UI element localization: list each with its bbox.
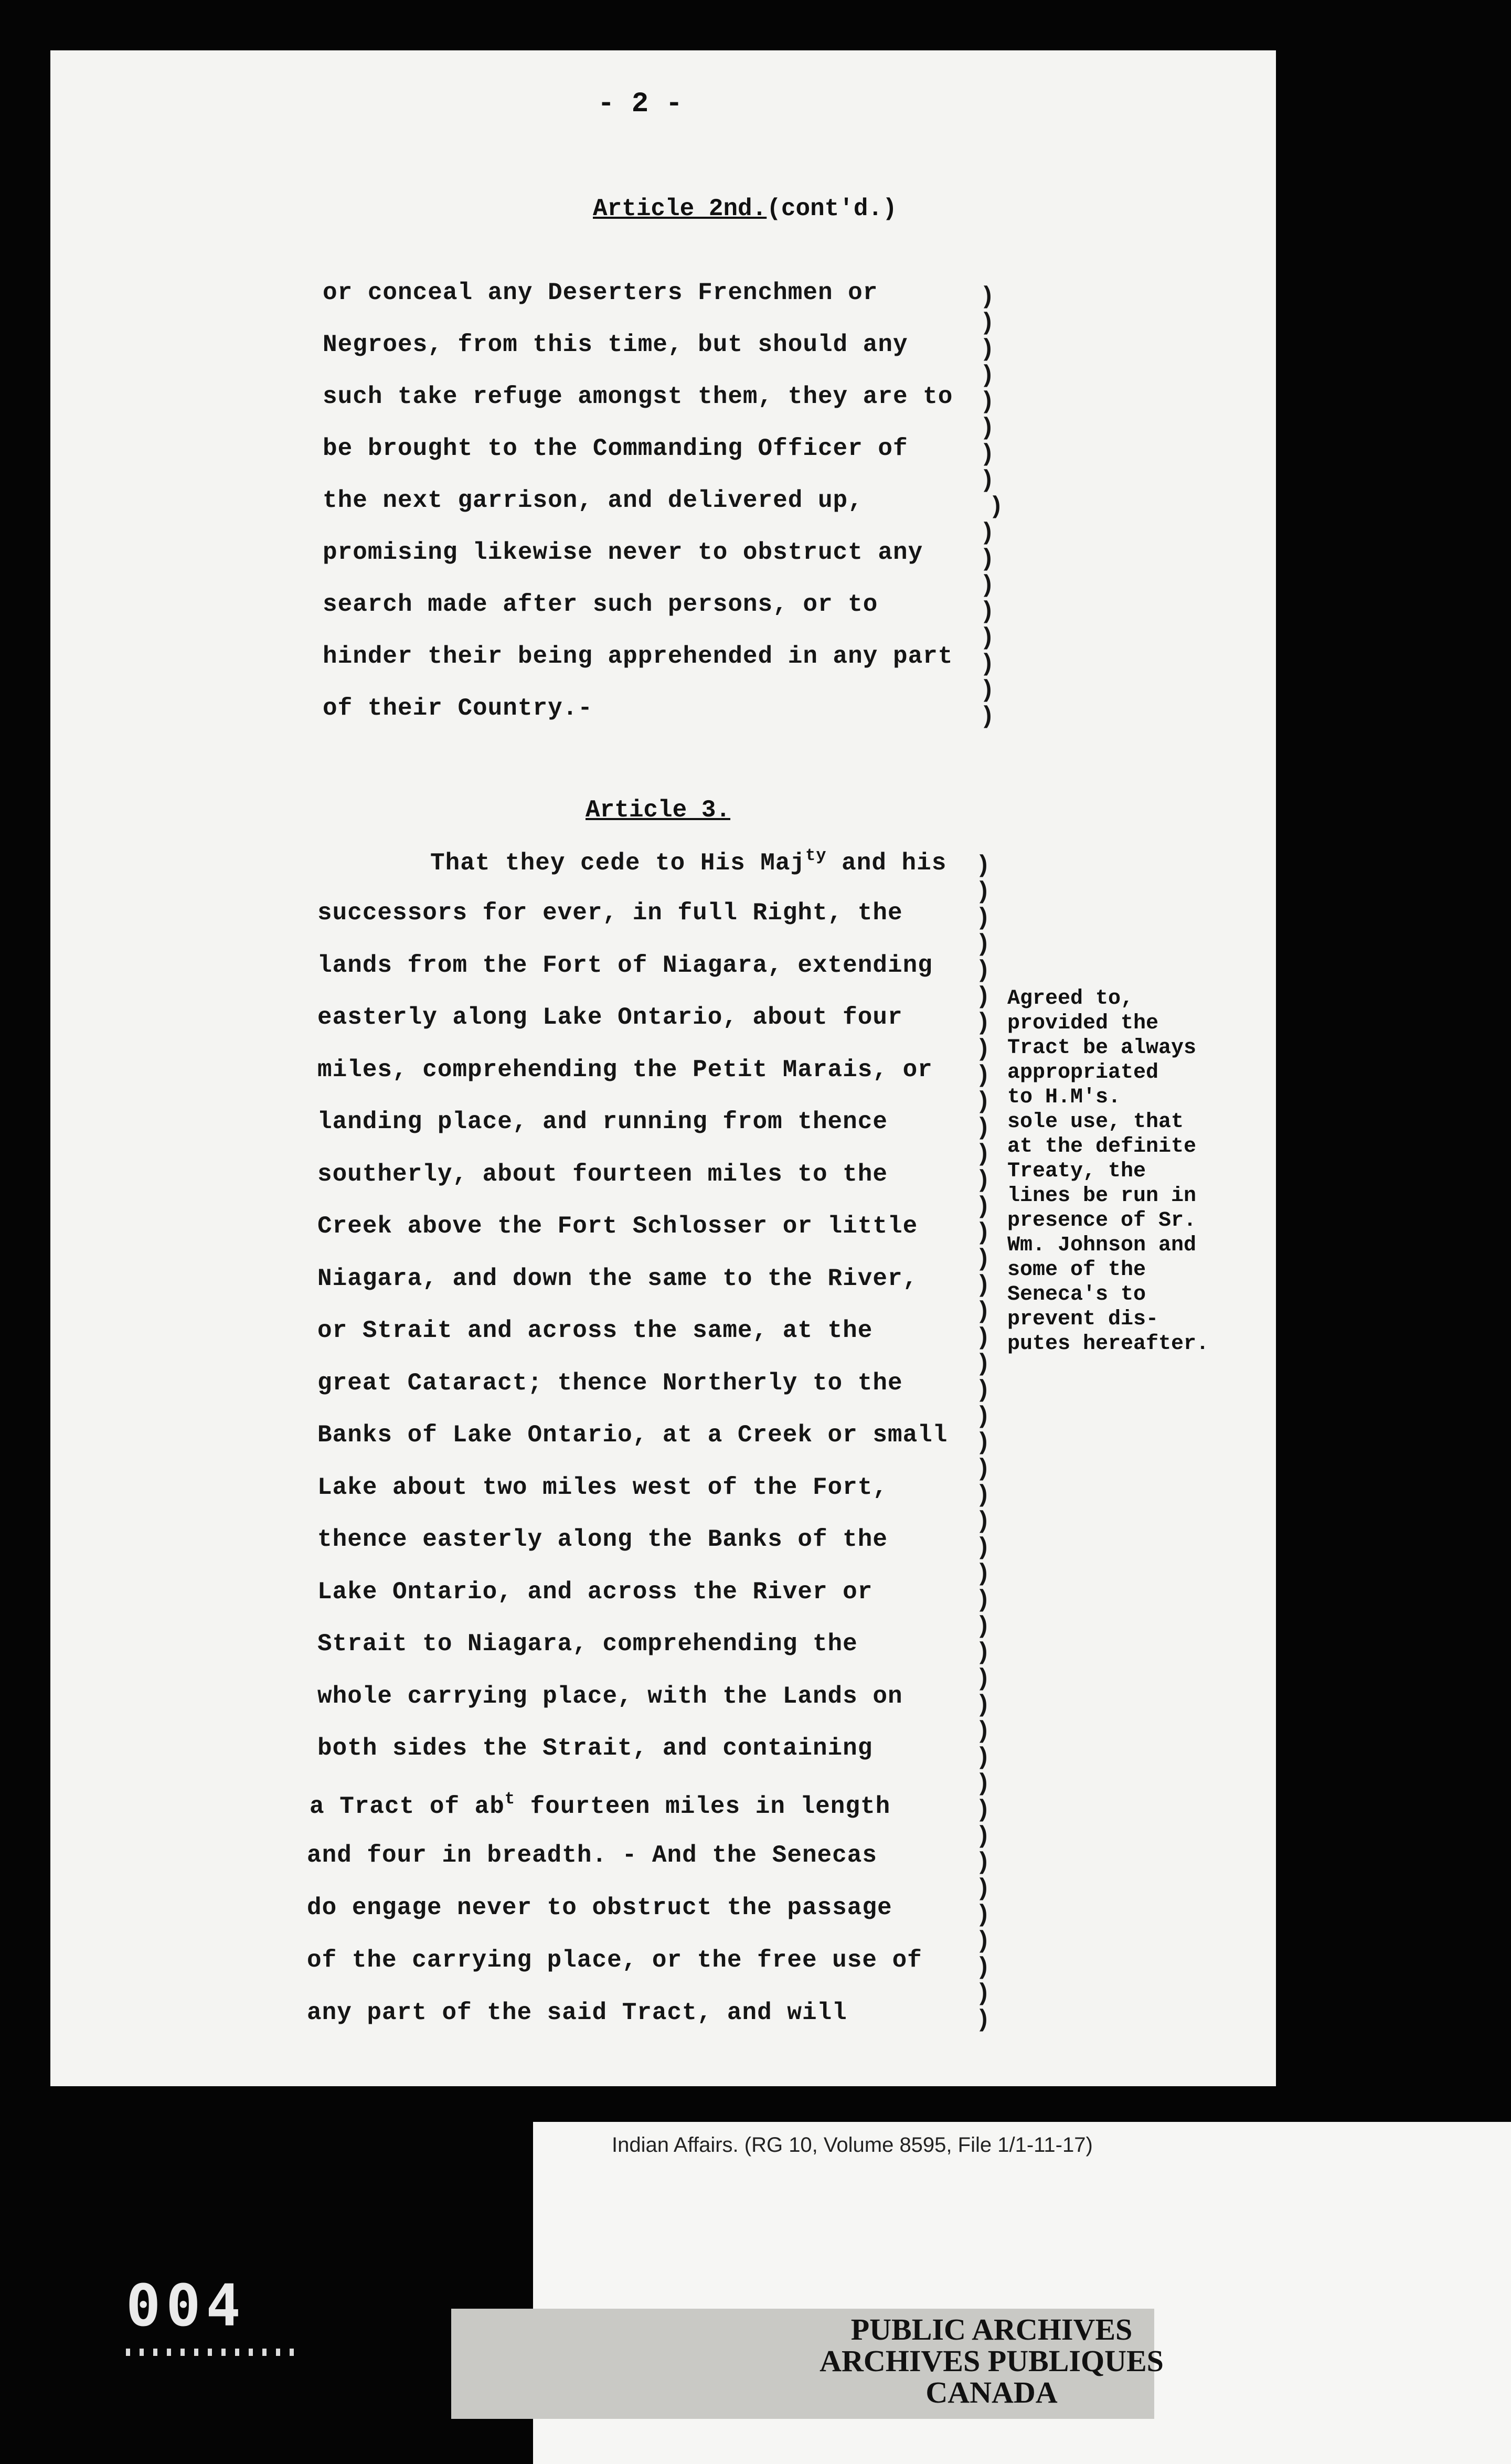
- margin-note-line: some of the: [1007, 1258, 1146, 1282]
- bracket-mark: ): [976, 1456, 991, 1483]
- bracket-mark: ): [976, 1429, 991, 1457]
- margin-note-line: Tract be always: [1007, 1036, 1197, 1060]
- article-3-tract-line: [310, 1789, 890, 1820]
- article-2-heading-title: Article 2nd.: [593, 195, 767, 222]
- article-2-line: Negroes, from this time, but should any: [323, 331, 908, 358]
- article-3-line: easterly along Lake Ontario, about four: [317, 1004, 903, 1031]
- article-3-first-line: [430, 846, 946, 877]
- article-2-line: promising likewise never to obstruct any: [323, 539, 923, 566]
- archive-citation: Indian Affairs. (RG 10, Volume 8595, File 1/1-11-17): [612, 2133, 1093, 2157]
- article-2-line: the next garrison, and delivered up,: [323, 487, 863, 514]
- bracket-mark: ): [976, 1298, 991, 1325]
- bracket-mark: ): [980, 388, 995, 416]
- bracket-mark: ): [980, 415, 995, 442]
- bracket-mark: ): [976, 878, 991, 906]
- bracket-mark: ): [976, 1902, 991, 1929]
- article-3-line: Strait to Niagara, comprehending the: [317, 1630, 858, 1658]
- bracket-mark: ): [976, 1324, 991, 1352]
- bracket-mark: ): [976, 1744, 991, 1771]
- article-2-heading-suffix: (cont'd.): [767, 195, 897, 222]
- article-3-line: great Cataract; thence Northerly to the: [317, 1369, 903, 1397]
- bracket-mark: ): [980, 441, 995, 468]
- margin-note-line: Seneca's to: [1007, 1283, 1146, 1307]
- bracket-mark: ): [976, 1665, 991, 1693]
- article-3-tract-line-end: fourteen miles in length: [515, 1793, 891, 1820]
- archives-stamp: [756, 2314, 1228, 2408]
- article-3-tract-line-superscript: t: [504, 1789, 516, 1809]
- article-3-line: Niagara, and down the same to the River,: [317, 1265, 918, 1292]
- margin-note: [1007, 986, 1259, 1356]
- article-3-line: both sides the Strait, and containing: [317, 1735, 873, 1762]
- margin-note-line: to H.M's.: [1007, 1086, 1121, 1109]
- bracket-mark: ): [976, 1482, 991, 1509]
- article-3-line: Creek above the Fort Schlosser or little: [317, 1213, 918, 1240]
- bracket-mark: ): [976, 1718, 991, 1745]
- article-2-line: hinder their being apprehended in any part: [323, 643, 953, 670]
- article-2-line: search made after such persons, or to: [323, 591, 878, 618]
- margin-note-line: provided the: [1007, 1012, 1159, 1035]
- bracket-mark: ): [980, 651, 995, 678]
- article-3-line: lands from the Fort of Niagara, extending: [317, 951, 933, 979]
- article-2-line: such take refuge amongst them, they are to: [323, 383, 953, 410]
- bracket-mark: ): [976, 852, 991, 879]
- margin-note-line: sole use, that: [1007, 1110, 1184, 1134]
- bracket-mark: ): [976, 1403, 991, 1430]
- bracket-mark: ): [976, 2006, 991, 2034]
- bracket-mark: ): [980, 624, 995, 652]
- bracket-mark: ): [976, 1639, 991, 1666]
- bracket-mark: ): [980, 310, 995, 337]
- bracket-mark: ): [976, 1167, 991, 1194]
- article-3-first-line-end: and his: [826, 849, 947, 877]
- bracket-mark: ): [976, 1980, 991, 2008]
- bracket-mark: ): [976, 1141, 991, 1168]
- bracket-mark: ): [976, 1193, 991, 1220]
- article-3-line: southerly, about fourteen miles to the: [317, 1160, 888, 1188]
- article-3-line: or Strait and across the same, at the: [317, 1317, 873, 1344]
- article-3-first-line-superscript: ty: [805, 846, 827, 865]
- margin-note-line: Agreed to,: [1007, 987, 1134, 1011]
- bracket-mark: ): [976, 905, 991, 932]
- bracket-mark: ): [976, 1508, 991, 1535]
- article-2-line: or conceal any Deserters Frenchmen or: [323, 279, 878, 306]
- margin-note-line: prevent dis-: [1007, 1308, 1159, 1331]
- bracket-mark: ): [980, 546, 995, 573]
- bracket-mark: ): [980, 336, 995, 363]
- bracket-mark: ): [976, 1797, 991, 1824]
- bracket-mark: ): [976, 1062, 991, 1089]
- bracket-mark: ): [976, 1534, 991, 1562]
- bracket-mark: ): [976, 1088, 991, 1116]
- article-3-line: Banks of Lake Ontario, at a Creek or small: [317, 1421, 948, 1449]
- article-3-line: thence easterly along the Banks of the: [317, 1526, 888, 1553]
- bracket-mark: ): [976, 957, 991, 984]
- article-2-heading: [593, 195, 897, 222]
- bracket-mark: ): [976, 1560, 991, 1588]
- bracket-mark: ): [976, 1036, 991, 1063]
- article-3-heading-title: Article 3.: [586, 796, 731, 824]
- article-3-line: and four in breadth. - And the Senecas: [307, 1842, 877, 1869]
- bracket-mark: ): [976, 1114, 991, 1142]
- article-2-line: of their Country.-: [323, 695, 593, 722]
- page-number: - 2 -: [597, 88, 683, 120]
- bracket-mark: ): [976, 1875, 991, 1903]
- margin-note-line: putes hereafter.: [1007, 1332, 1209, 1356]
- bracket-mark: ): [976, 1219, 991, 1247]
- bracket-mark: ): [976, 1954, 991, 1981]
- bracket-mark: ): [980, 362, 995, 389]
- bracket-mark: ): [976, 1849, 991, 1876]
- stamp-line: CANADA: [925, 2375, 1058, 2409]
- bracket-mark: ): [980, 703, 995, 730]
- article-3-line: Lake about two miles west of the Fort,: [317, 1473, 888, 1501]
- margin-note-line: at the definite: [1007, 1135, 1197, 1159]
- article-3-tract-line-start: a Tract of ab: [310, 1793, 505, 1820]
- article-2-line: be brought to the Commanding Officer of: [323, 435, 908, 462]
- article-3-line: Lake Ontario, and across the River or: [317, 1578, 873, 1606]
- bracket-mark: ): [976, 983, 991, 1011]
- article-3-heading: [586, 796, 730, 824]
- bracket-mark: ): [980, 572, 995, 599]
- article-3-line: landing place, and running from thence: [317, 1108, 888, 1135]
- bracket-mark: ): [976, 1613, 991, 1640]
- bracket-mark: ): [989, 493, 1004, 521]
- bracket-mark: ): [976, 1770, 991, 1798]
- film-perforation: [126, 2349, 294, 2356]
- bracket-mark: ): [976, 1351, 991, 1378]
- article-3-line: whole carrying place, with the Lands on: [317, 1682, 903, 1710]
- margin-note-line: lines be run in: [1007, 1184, 1197, 1208]
- article-3-line: successors for ever, in full Right, the: [317, 899, 903, 927]
- margin-note-line: presence of Sr.: [1007, 1209, 1197, 1233]
- bracket-mark: ): [976, 1587, 991, 1614]
- bracket-mark: ): [980, 519, 995, 547]
- stamp-line: PUBLIC ARCHIVES: [850, 2312, 1133, 2346]
- bracket-mark: ): [976, 931, 991, 958]
- bracket-mark: ): [976, 1692, 991, 1719]
- bracket-mark: ): [980, 598, 995, 625]
- article-3-line: any part of the said Tract, and will: [307, 1999, 847, 2026]
- bracket-mark: ): [980, 677, 995, 704]
- article-3-line: miles, comprehending the Petit Marais, or: [317, 1056, 933, 1084]
- margin-note-line: Wm. Johnson and: [1007, 1234, 1197, 1257]
- bracket-mark: ): [976, 1928, 991, 1955]
- article-3-line: of the carrying place, or the free use of: [307, 1947, 922, 1974]
- bracket-mark: ): [976, 1377, 991, 1404]
- frame-number: 004: [126, 2272, 246, 2339]
- margin-note-line: appropriated: [1007, 1061, 1159, 1085]
- stamp-line: ARCHIVES PUBLIQUES: [820, 2344, 1164, 2378]
- bracket-mark: ): [976, 1272, 991, 1299]
- bracket-mark: ): [976, 1246, 991, 1273]
- bracket-mark: ): [976, 1010, 991, 1037]
- bracket-mark: ): [976, 1823, 991, 1850]
- margin-note-line: Treaty, the: [1007, 1160, 1146, 1183]
- bracket-mark: ): [980, 467, 995, 494]
- article-3-first-line-start: That they cede to His Maj: [430, 849, 806, 877]
- article-3-line: do engage never to obstruct the passage: [307, 1894, 892, 1921]
- bracket-mark: ): [980, 283, 995, 311]
